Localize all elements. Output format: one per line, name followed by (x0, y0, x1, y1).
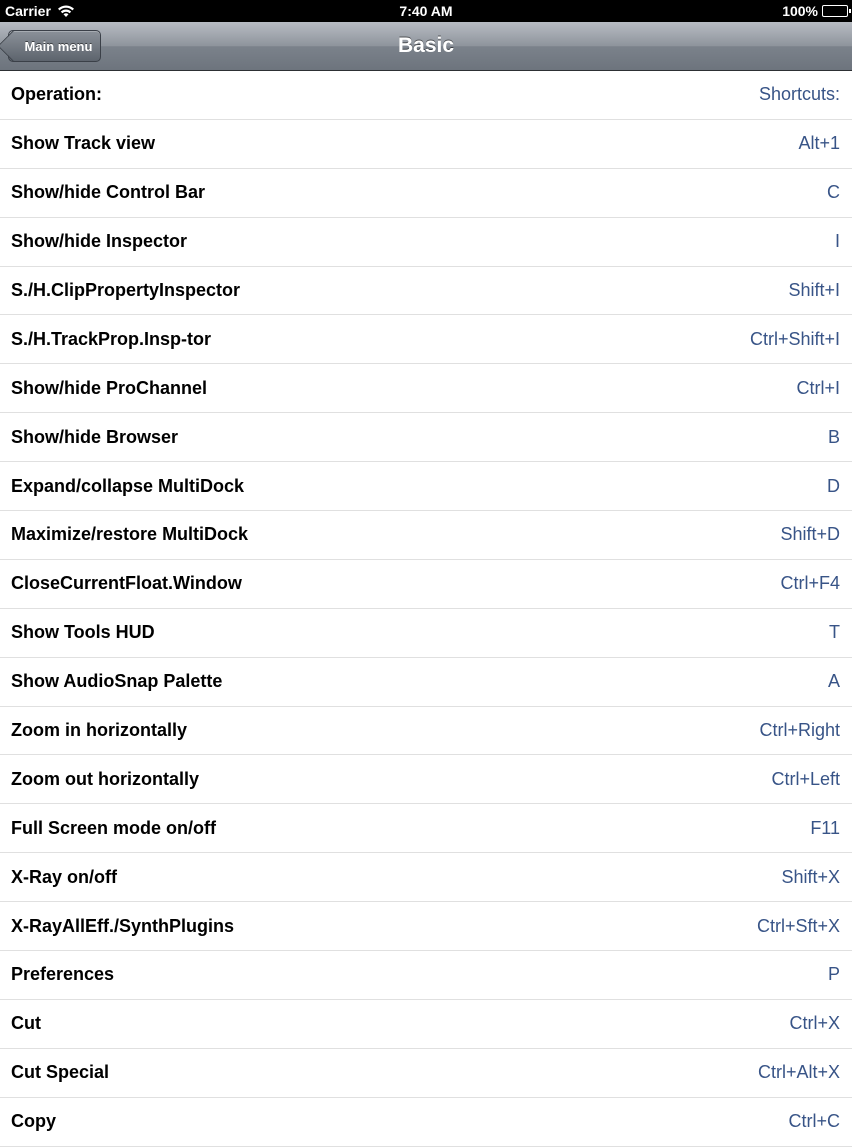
table-row[interactable] (0, 609, 852, 658)
operation-label: Show Track view (11, 133, 156, 154)
table-row[interactable] (0, 315, 852, 364)
shortcut-value: I (834, 231, 840, 252)
shortcut-value: Ctrl+Left (771, 768, 840, 789)
table-row[interactable] (0, 1000, 852, 1049)
operation-label: Show Tools HUD (11, 622, 155, 643)
shortcut-value: Ctrl+C (788, 1111, 840, 1132)
navigation-bar (0, 22, 852, 71)
shortcut-value: Ctrl+X (789, 1013, 840, 1034)
table-row[interactable] (0, 218, 852, 267)
operation-label: Cut Special (11, 1062, 110, 1083)
shortcut-value: Shift+D (780, 524, 840, 545)
shortcut-value: Shift+X (781, 866, 840, 887)
shortcut-value: Ctrl+Shift+I (749, 328, 840, 349)
table-row[interactable] (0, 755, 852, 804)
table-row[interactable] (0, 120, 852, 169)
table-row[interactable] (0, 707, 852, 756)
status-bar (0, 0, 852, 22)
operation-label: Show/hide Browser (11, 426, 179, 447)
shortcut-value: T (829, 622, 840, 643)
shortcut-value: B (827, 426, 840, 447)
page-title: Basic (397, 34, 455, 57)
operation-label: Show/hide Inspector (11, 231, 188, 252)
shortcut-value: F11 (810, 817, 840, 838)
table-row[interactable] (0, 658, 852, 707)
operation-label: X-Ray on/off (11, 866, 117, 887)
shortcut-value: A (827, 671, 840, 692)
table-row[interactable] (0, 364, 852, 413)
shortcut-value: D (827, 475, 840, 496)
operation-column-header: Operation: (11, 84, 103, 105)
shortcut-column-header: Shortcuts: (758, 84, 840, 105)
shortcut-value: Alt+1 (798, 133, 840, 154)
battery-percent: 100% (782, 3, 818, 19)
operation-label: Preferences (11, 964, 115, 985)
table-header-row (0, 71, 852, 120)
operation-label: Zoom in horizontally (11, 720, 187, 741)
table-row[interactable] (0, 902, 852, 951)
table-row[interactable] (0, 511, 852, 560)
table-row[interactable] (0, 853, 852, 902)
operation-label: Maximize/restore MultiDock (11, 524, 249, 545)
shortcut-value: Ctrl+Alt+X (757, 1062, 840, 1083)
operation-label: CloseCurrentFloat.Window (11, 573, 242, 594)
table-row[interactable] (0, 169, 852, 218)
shortcut-value: Shift+I (788, 280, 840, 300)
table-row[interactable] (0, 267, 852, 316)
operation-label: Full Screen mode on/off (11, 817, 217, 838)
operation-label: Expand/collapse MultiDock (11, 475, 245, 496)
table-row[interactable] (0, 951, 852, 1000)
operation-label: Show AudioSnap Palette (11, 671, 223, 692)
operation-label: S./H.ClipPropertyInspector (11, 280, 241, 300)
shortcut-value: Ctrl+F4 (780, 573, 840, 594)
table-row[interactable] (0, 1098, 852, 1147)
operation-label: S./H.TrackProp.Insp-tor (11, 328, 212, 349)
shortcut-value: C (827, 182, 840, 203)
shortcut-table (0, 71, 852, 1147)
operation-label: Show/hide ProChannel (11, 377, 208, 398)
operation-label: Cut (11, 1013, 41, 1034)
shortcut-value: Ctrl+Right (759, 720, 840, 741)
status-time: 7:40 AM (399, 3, 453, 19)
table-row[interactable] (0, 413, 852, 462)
operation-label: Copy (11, 1111, 56, 1132)
back-button-label: Main menu (24, 38, 93, 54)
shortcut-value: Ctrl+I (796, 377, 840, 398)
operation-label: Zoom out horizontally (11, 768, 199, 789)
operation-label: X-RayAllEff./SynthPlugins (11, 915, 235, 936)
table-row[interactable] (0, 1049, 852, 1098)
battery-indicator (782, 3, 848, 19)
table-row[interactable] (0, 804, 852, 853)
battery-icon (822, 5, 848, 17)
shortcut-value: P (827, 964, 840, 985)
table-row[interactable] (0, 560, 852, 609)
carrier-label: Carrier (5, 3, 51, 19)
operation-label: Show/hide Control Bar (11, 182, 206, 203)
table-row[interactable] (0, 462, 852, 511)
shortcut-value: Ctrl+Sft+X (756, 915, 840, 936)
